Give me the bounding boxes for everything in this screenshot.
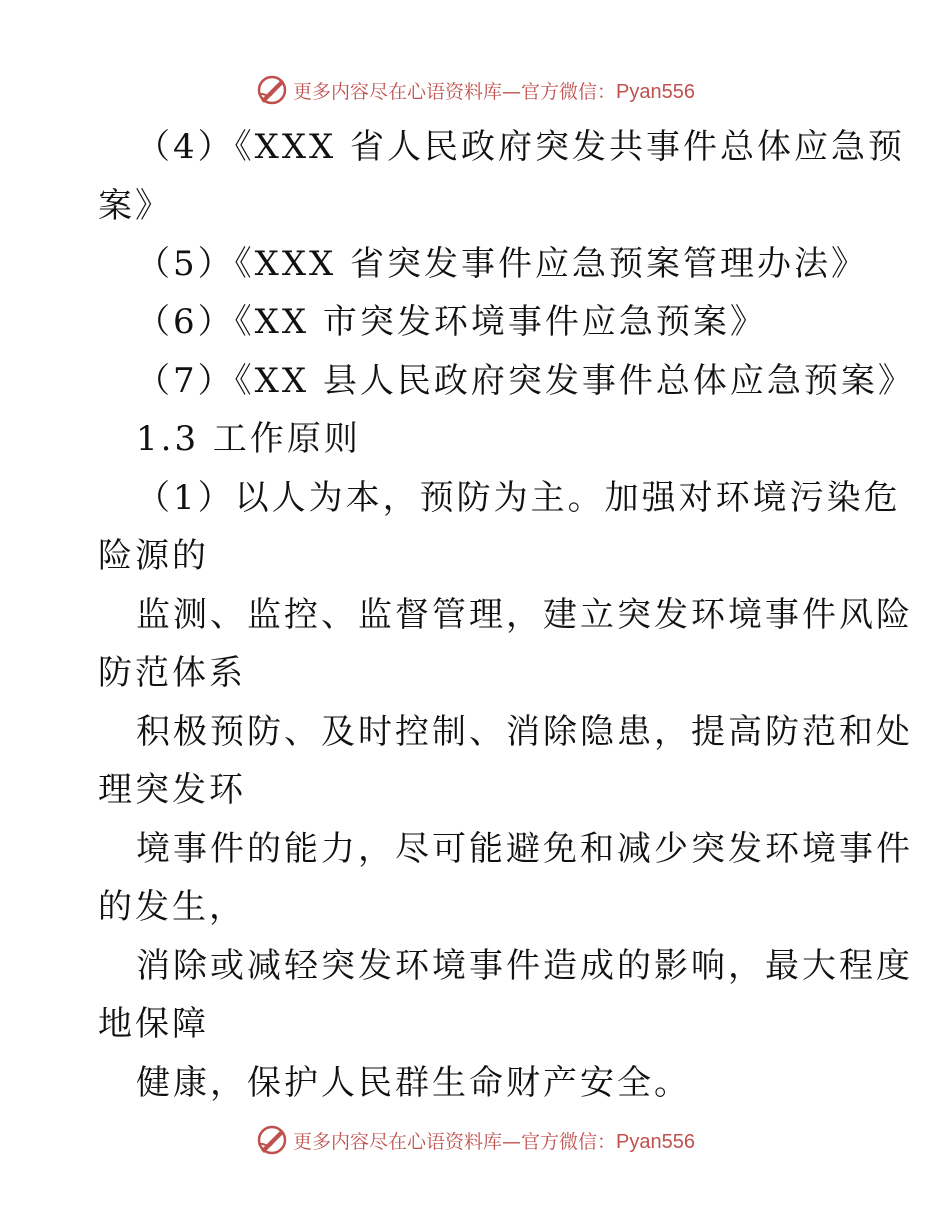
text-line: （7）《XX 县人民政府突发事件总体应急预案》 [136,361,915,401]
text-line: 监测、监控、监督管理，建立突发环境事件风险 [136,595,913,635]
text-line: 地保障 [98,1004,209,1044]
text-line: （4）《XXX 省人民政府突发共事件总体应急预 [136,127,906,167]
text-line: （5）《XXX 省突发事件应急预案管理办法》 [136,244,869,284]
watermark-text: 更多内容尽在心语资料库—官方微信：Pyan556 [293,80,695,103]
footer-watermark [0,1122,950,1158]
text-line: 防范体系 [98,653,246,693]
text-line: 理突发环 [98,770,246,810]
text-line: 境事件的能力，尽可能避免和减少突发环境事件 [136,829,913,869]
text-line: （6）《XX 市突发环境事件应急预案》 [136,302,767,342]
pen-seal-logo-icon [255,1123,289,1157]
text-line: 消除或减轻突发环境事件造成的影响，最大程度 [136,946,913,986]
text-line: 的发生， [98,887,246,927]
text-line: 险源的 [98,536,209,576]
watermark-text: 更多内容尽在心语资料库—官方微信：Pyan556 [293,1130,695,1153]
text-line: 积极预防、及时控制、消除隐患，提高防范和处 [136,712,913,752]
text-line: 健康，保护人民群生命财产安全。 [136,1063,691,1103]
text-line: 案》 [98,186,172,226]
section-heading: 1.3 工作原则 [136,419,361,459]
text-line: （1）以人为本，预防为主。加强对环境污染危 [136,478,901,518]
